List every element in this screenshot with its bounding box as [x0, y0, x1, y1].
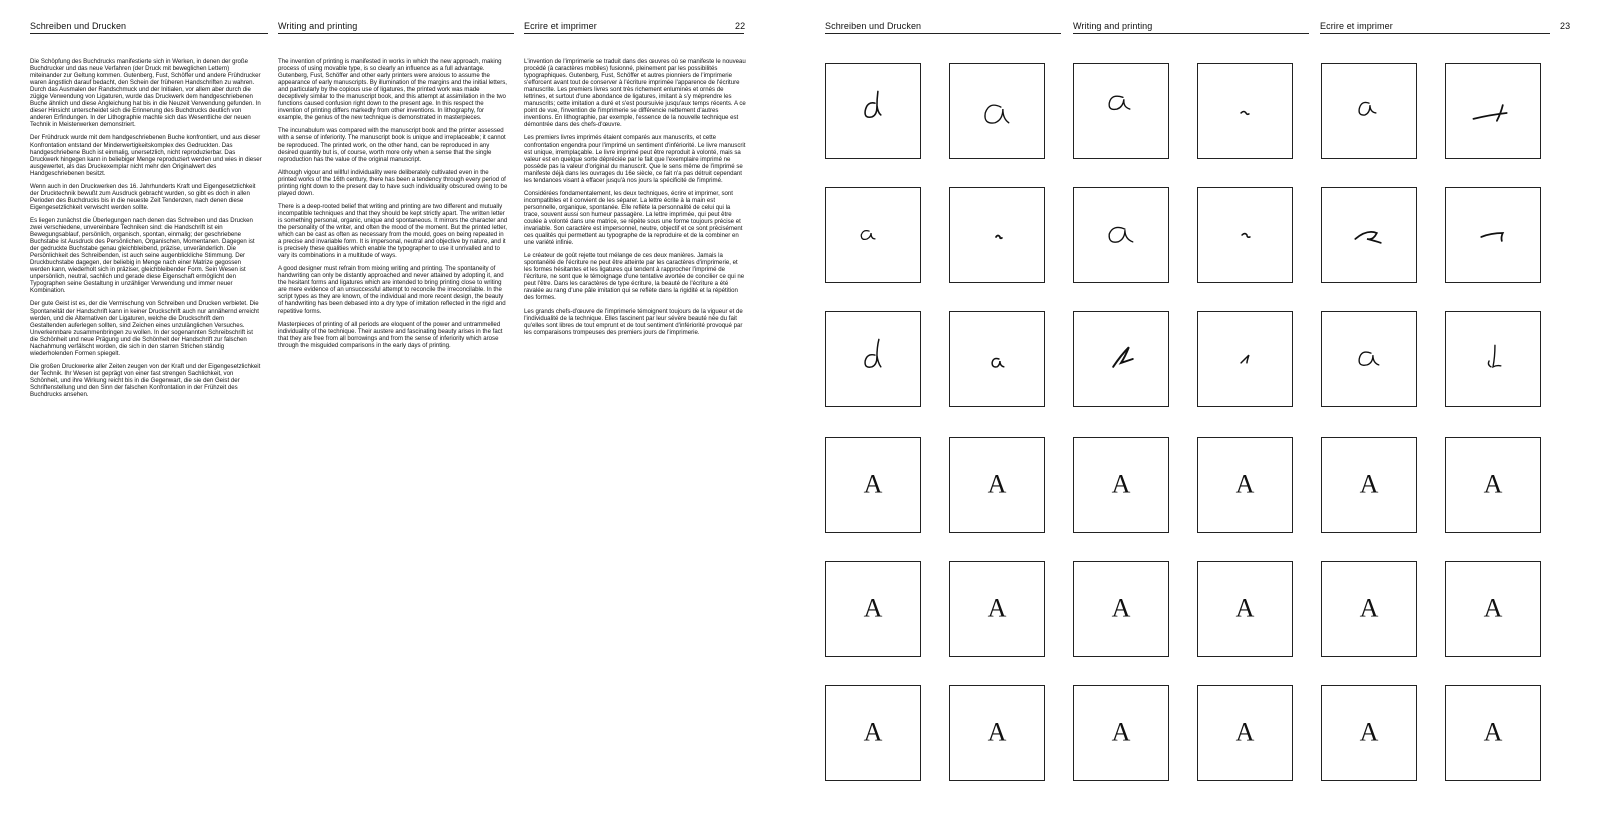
handwritten-letter-cell — [1197, 187, 1293, 283]
printed-letter-cell — [825, 561, 921, 657]
printed-a-glyph: A — [1111, 469, 1131, 499]
handwritten-letter-cell — [825, 311, 921, 407]
printed-a-glyph: A — [1359, 593, 1379, 623]
right-page-number: 23 — [1560, 21, 1571, 31]
printed-a-glyph: A — [863, 469, 883, 499]
english-paragraph: The incunabulum was compared with the manuscript book and the printer assessed with a sense of inferiority. The manuscript book is unique and irreplaceable; it cannot be reproduced. The printed work, on the other hand, can be reproduced in any desired quantity but is, of course, worth more only when a sense that the single reproduction has the value of the original manuscript. — [278, 127, 506, 163]
handwritten-a-glyph — [1322, 64, 1416, 158]
printed-letter-cell — [1197, 685, 1293, 781]
handwritten-letter-cell — [1321, 311, 1417, 407]
german-paragraph: Wenn auch in den Druckwerken des 16. Jahrhunderts Kraft und Eigengesetzlichkeit der Drucktechnik bewußt zum Ausdruck gebracht wurden, so gibt es doch in allen Perioden des Buchdrucks bis in die neueste Zeit Tendenzen, nach denen diese Eigengesetzlichkeit verwischt werden sollte. — [30, 182, 256, 211]
english-paragraph: The invention of printing is manifested in works in which the new approach, making process of using movable type, is so clearly an influence as a full advantage. Gutenberg, Fust, Schöffer and other early printers were anxious to assume the appearance of early manuscripts. By illumination of the margins and the initial letters, and particularly by the copious use of ligatures, the printed work was made deceptively similar to the manuscript book, and this attempt at assimilation in the two functions caused confusion right down to the present age. In this respect the invention of printing differs markedly from other inventions. In lithography, for example, the genius of the new technique is demonstrated in masterpieces. — [278, 58, 507, 122]
left-header-german: Schreiben und Drucken — [30, 21, 127, 31]
printed-letter-cell — [1321, 561, 1417, 657]
printed-a-glyph: A — [1359, 469, 1379, 499]
printed-a-glyph: A — [987, 717, 1007, 747]
german-paragraph: Die großen Druckwerke aller Zeiten zeugen von der Kraft und der Eigengesetzlichkeit der Technik. Ihr Wesen ist geprägt von einer fast strengen Sachlichkeit, von Schönheit, und ihre Wirkung reicht bis in die Gegenwart, die sie den Geist der Schriftenstellung und den Sinn der falschen Konfrontation in der Frühzeit des Buchdrucks ansehen. — [30, 362, 261, 399]
german-paragraph: Die Schöpfung des Buchdrucks manifestierte sich in Werken, in denen der große Buchdrucker und das neue Verfahren (der Druck mit beweglichen Lettern) miteinander zur Geltung kommen. Gutenberg, Fust, Schöffer und andere Frühdrucker waren ängstlich darauf bedacht, den Schein der früheren Handschriften zu wahren. Durch das Ausmalen der Randschmuck und der Initialen, vor allem aber durch die zügige Verwendung von Ligaturen, wurde das Druckwerk dem handgeschriebenen Buche ähnlich und diese Angleichung hat bis in die Neuzeit Verwendung gefunden. In dieser Hinsicht unterscheidet sich die Erinnerung des Buchdrucks deutlich von anderen Erfindungen. In der Lithographie machte sich das Wesentliche der neuen Technik in Meisterwerken demonstriert. — [30, 58, 261, 129]
english-paragraph: A good designer must refrain from mixing writing and printing. The spontaneity of handwriting can only be distantly approached and never attained by adopting it, and the hesitant forms and ligatures which are intended to bring printing close to writing are mere evidence of an unsuccessful attempt to reconcile the irreconcilable. In the script types as they are known, of the individual and more recent design, the beauty of handwriting has been debased into a dry type of imitation reflected in the rigid and repetitive forms. — [278, 265, 506, 315]
handwritten-a-glyph — [1322, 312, 1416, 406]
printed-letter-cell — [1073, 561, 1169, 657]
left-header-rule-2 — [278, 33, 514, 34]
german-paragraph: Es liegen zunächst die Überlegungen nach denen das Schreiben und das Drucken zwei verschiedene, unvereinbare Techniken sind: die Handschrift ist ein Bewegungsablauf, persönlich, organisch, spontan, einmalig; der geschriebene Buchstabe ist Ausdruck des Persönlichen, Organischen, Momentanen. Dagegen ist der gedruckte Buchstabe genau gleichbleibend, präzise, unveränderlich. Die Persönlichkeit des Schreibenden, ist auch seine augenblickliche Stimmung. Der Druckbuchstabe dagegen, der beliebig in Menge nach einer Matrize gegossen werden kann, wiederholt sich in präziser, gleichbleibender Form. Sein Wesen ist unpersönlich, neutral, sachlich und gerade diese Eigenschaft ermöglicht den Typographen seine Gestaltung in unzähliger Verwendung und immer neuer Kombination. — [30, 216, 255, 295]
printed-a-glyph: A — [1235, 469, 1255, 499]
right-header-english: Writing and printing — [1073, 21, 1153, 31]
handwritten-letter-cell — [949, 63, 1045, 159]
handwritten-letter-cell — [1321, 63, 1417, 159]
handwritten-letter-cell — [949, 311, 1045, 407]
printed-a-glyph: A — [1483, 593, 1503, 623]
handwritten-letter-cell — [1197, 63, 1293, 159]
handwritten-a-glyph — [1074, 64, 1168, 158]
handwritten-letter-cell — [1445, 63, 1541, 159]
letter-comparison-grid — [825, 60, 1545, 790]
english-paragraph: There is a deep-rooted belief that writing and printing are two different and mutually incompatible techniques and that they should be kept strictly apart. The written letter is something personal, organic, unique and spontaneous. It mirrors the character and the personality of the writer, and often the mood of the moment. But the printed letter, which can be cast as often as necessary from the mould, goes on being repeated in a precise and invariable form. It is impersonal, neutral and objective by nature, and it is precisely these qualities which enable the typographer to use it unrivalled and to vary its combinations in a multitude of ways. — [278, 202, 508, 260]
handwritten-a-glyph — [950, 64, 1044, 158]
printed-a-glyph: A — [1111, 717, 1131, 747]
printed-letter-cell — [1445, 437, 1541, 533]
printed-letter-cell — [1321, 437, 1417, 533]
printed-a-glyph: A — [987, 469, 1007, 499]
printed-letter-cell — [825, 437, 921, 533]
left-header-french: Ecrire et imprimer — [524, 21, 597, 31]
printed-letter-cell — [949, 685, 1045, 781]
french-paragraph: Les premiers livres imprimés étaient comparés aux manuscrits, et cette confrontation engendra pour l'imprimé un sentiment d'infériorité. Le livre manuscrit est unique, irremplaçable. Le livre imprimé peut être reproduit à volonté, mais sa valeur est en quelque sorte dépréciée par le fait que l'exemplaire imprimé ne possède pas la valeur d'original du manuscrit. Que le sens même de l'imprimé se manifeste déjà dans les ouvrages du 16e siècle, ce fait n'a pas détruit cependant les tendances visant à effacer jusqu'à nos jours la spécificité de l'imprimé. — [524, 134, 746, 184]
german-paragraph: Der gute Geist ist es, der die Vermischung von Schreiben und Drucken verbietet. Die Spontaneität der Handschrift kann in keiner Druckschrift auch nur annähernd erreicht werden, und die Alternativen der Ligaturen, welche die Druckschrift dem Gestaltenden auferlegen sollten, sind Zeichen eines unzulänglichen Versuches. Unverkennbare zusammenbringen zu wollen. In der sogenannten Schreibschrift ist die Schönheit und neue Prägung und die Schönheit der Handschrift zur falschen Nachahmung verfälscht worden, die sich in den starren Strichen ständig wiederholenden Formen spiegelt. — [30, 300, 259, 357]
english-paragraph: Masterpieces of printing of all periods are eloquent of the power and untrammelled individuality of the technique. Their austere and fascinating beauty arises in the fact that they are free from all borrowings and from the sense of inferiority which arose through the misguided comparisons in the early days of printing. — [278, 320, 503, 349]
french-text-column — [524, 58, 746, 342]
printed-letter-cell — [1073, 685, 1169, 781]
english-text-column — [278, 58, 508, 355]
right-page — [800, 0, 1600, 824]
printed-letter-cell — [1073, 437, 1169, 533]
right-header-german: Schreiben und Drucken — [825, 21, 922, 31]
handwritten-a-glyph — [1446, 64, 1540, 158]
printed-letter-cell — [1197, 561, 1293, 657]
printed-letter-cell — [949, 437, 1045, 533]
handwritten-a-glyph — [1198, 64, 1292, 158]
handwritten-a-glyph — [950, 188, 1044, 282]
printed-a-glyph: A — [1483, 717, 1503, 747]
printed-letter-cell — [1197, 437, 1293, 533]
handwritten-a-glyph — [950, 312, 1044, 406]
printed-letter-cell — [1321, 685, 1417, 781]
handwritten-a-glyph — [826, 64, 920, 158]
handwritten-letter-cell — [949, 187, 1045, 283]
handwritten-letter-cell — [1445, 187, 1541, 283]
handwritten-letter-cell — [825, 187, 921, 283]
french-paragraph: Considérées fondamentalement, les deux techniques, écrire et imprimer, sont incompatibles et il convient de les séparer. La lettre écrite à la main est personnelle, organique, spontanée. Elle reflète la personnalité de celui qui la trace, souvent aussi son humeur passagère. La lettre imprimée, qui peut être coulée à volonté dans une matrice, se répète sous une forme toujours précise et invariable. Son caractère est impersonnel, neutre, objectif et ce sont précisément ces qualités qui permettent au typographe de la reproduire et de la combiner en une variété infinie. — [524, 189, 743, 247]
left-header-english: Writing and printing — [278, 21, 358, 31]
french-paragraph: L'invention de l'imprimerie se traduit dans des œuvres où se manifeste le nouveau procédé (à caractères mobiles) fusionné, pleinement par les possibilités typographiques. Gutenberg, Fust, Schöffer et autres pionniers de l'imprimerie s'efforcent avant tout de conserver à l'écriture imprimée l'apparence de l'écriture manuscrite. Les premiers livres sont très richement enluminés et ornés de lettrines, et surtout d'une abondance de ligatures, imitant à s'y méprendre les manuscrits; cette imitation a duré et s'est poursuivie jusqu'aux temps récents. A ce point de vue, l'invention de l'imprimerie se différencie nettement d'autres inventions. En lithographie, par exemple, l'essence de la nouvelle technique est démontrée dans des chefs-d'œuvre. — [524, 58, 746, 129]
printed-letter-cell — [949, 561, 1045, 657]
handwritten-letter-cell — [825, 63, 921, 159]
handwritten-a-glyph — [826, 312, 920, 406]
handwritten-a-glyph — [1322, 188, 1416, 282]
handwritten-a-glyph — [1074, 312, 1168, 406]
printed-a-glyph: A — [863, 593, 883, 623]
handwritten-a-glyph — [1446, 188, 1540, 282]
french-paragraph: Le créateur de goût rejette tout mélange de ces deux manières. Jamais la spontanéité de l'écriture ne peut être atteinte par les caractères d'imprimerie, et les formes hésitantes et les ligatures qui tendent à rapprocher l'imprimé de l'écriture, ne sont que le témoignage d'une tentative avortée de concilier ce qui ne peut l'être. Dans les caractères de type écriture, la beauté de l'écriture a été ravalée au rang d'une pâle imitation qui se reflète dans la rigidité et la répétition des formes. — [524, 252, 745, 302]
french-paragraph: Les grands chefs-d'œuvre de l'imprimerie témoignent toujours de la vigueur et de l'individualité de la technique. Elles fascinent par leur sévère beauté née du fait qu'elles sont libres de tout emprunt et de tout sentiment d'infériorité provoqué par les comparaisons trompeuses des premiers jours de l'imprimerie. — [524, 307, 743, 336]
printed-a-glyph: A — [863, 717, 883, 747]
handwritten-letter-cell — [1197, 311, 1293, 407]
printed-a-glyph: A — [987, 593, 1007, 623]
left-header-rule-1 — [30, 33, 268, 34]
handwritten-letter-cell — [1445, 311, 1541, 407]
german-text-column — [30, 58, 262, 404]
right-header-rule-3 — [1320, 33, 1550, 34]
printed-a-glyph: A — [1235, 593, 1255, 623]
german-paragraph: Der Frühdruck wurde mit dem handgeschriebenen Buche konfrontiert, und aus dieser Konfrontation entstand der Minderwertigkeitskomplex des Gedruckten. Das handgeschriebene Buch ist einmalig, unersetzlich, nicht reproduzierbar. Das Druckwerk hingegen kann in beliebiger Menge reproduziert werden und wies in dieser ausgewertet, als das Druckexemplar nicht mehr den Originalwert des Handgeschriebenen besitzt. — [30, 134, 262, 177]
handwritten-letter-cell — [1073, 187, 1169, 283]
printed-a-glyph: A — [1235, 717, 1255, 747]
left-page-number: 22 — [735, 21, 746, 31]
handwritten-letter-cell — [1073, 63, 1169, 159]
handwritten-letter-cell — [1321, 187, 1417, 283]
printed-a-glyph: A — [1111, 593, 1131, 623]
right-header-rule-1 — [825, 33, 1061, 34]
printed-letter-cell — [825, 685, 921, 781]
printed-a-glyph: A — [1483, 469, 1503, 499]
printed-letter-cell — [1445, 685, 1541, 781]
handwritten-a-glyph — [1074, 188, 1168, 282]
handwritten-a-glyph — [1198, 312, 1292, 406]
handwritten-a-glyph — [1446, 312, 1540, 406]
printed-letter-cell — [1445, 561, 1541, 657]
handwritten-a-glyph — [826, 188, 920, 282]
printed-a-glyph: A — [1359, 717, 1379, 747]
handwritten-a-glyph — [1198, 188, 1292, 282]
right-header-rule-2 — [1073, 33, 1309, 34]
right-header-french: Ecrire et imprimer — [1320, 21, 1393, 31]
left-header-rule-3 — [524, 33, 744, 34]
english-paragraph: Although vigour and willful individuality were deliberately cultivated even in the printed works of the 16th century, there has been a tendency through every period of printing right down to the present day to have such individuality obscured owing to be played down. — [278, 168, 508, 197]
handwritten-letter-cell — [1073, 311, 1169, 407]
